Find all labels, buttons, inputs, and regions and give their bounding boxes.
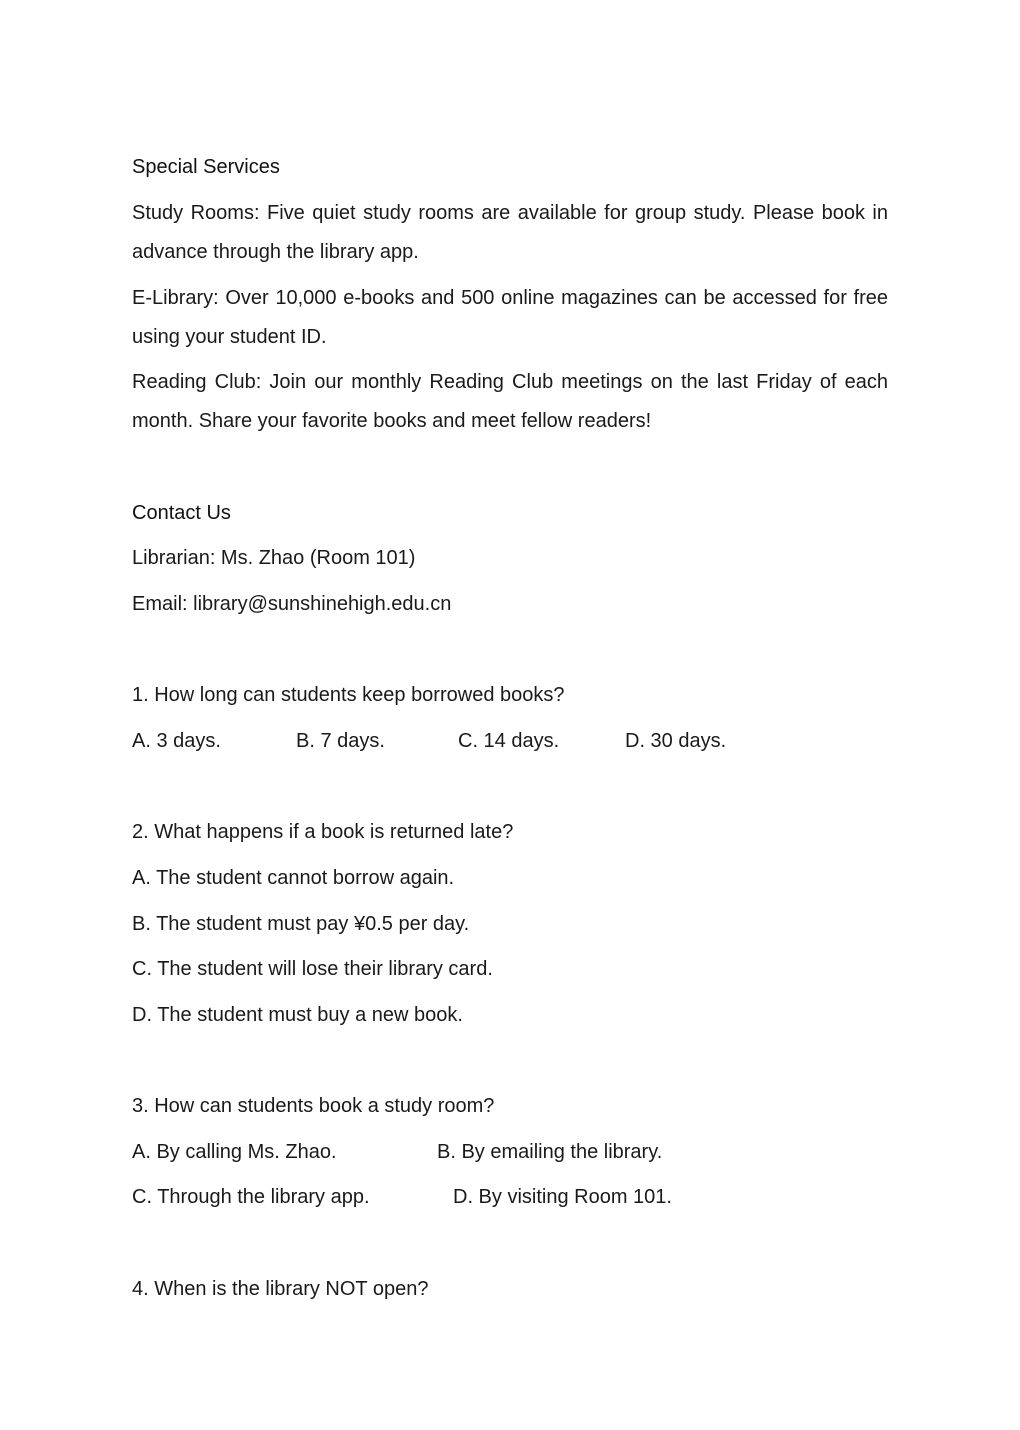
q1-option-a: A. 3 days. (132, 730, 221, 752)
q3-option-d: D. By visiting Room 101. (453, 1186, 672, 1208)
q1-option-c: C. 14 days. (458, 730, 560, 752)
librarian-line: Librarian: Ms. Zhao (Room 101) (132, 547, 416, 569)
q3-option-b: B. By emailing the library. (437, 1141, 663, 1163)
q3-option-c: C. Through the library app. (132, 1186, 370, 1208)
e-library-paragraph: E-Library: Over 10,000 e-books and 500 online magazines can be accessed for free using your student ID. (132, 287, 888, 348)
q3-option-a: A. By calling Ms. Zhao. (132, 1141, 337, 1163)
question-3: 3. How can students book a study room? (132, 1095, 495, 1117)
email-line: Email: library@sunshinehigh.edu.cn (132, 593, 452, 615)
special-services-heading: Special Services (132, 156, 280, 178)
q2-option-b: B. The student must pay ¥0.5 per day. (132, 913, 470, 935)
question-2: 2. What happens if a book is returned late? (132, 821, 514, 843)
q1-option-b: B. 7 days. (296, 730, 385, 752)
question-1: 1. How long can students keep borrowed books? (132, 684, 565, 706)
contact-heading: Contact Us (132, 502, 231, 524)
q2-option-a: A. The student cannot borrow again. (132, 867, 455, 889)
q1-option-d: D. 30 days. (625, 730, 727, 752)
question-4: 4. When is the library NOT open? (132, 1278, 429, 1300)
study-rooms-paragraph: Study Rooms: Five quiet study rooms are available for group study. Please book in advance through the library app. (132, 202, 888, 263)
reading-club-paragraph: Reading Club: Join our monthly Reading Club meetings on the last Friday of each month. Share your favorite books and meet fellow readers! (132, 371, 888, 432)
q2-option-c: C. The student will lose their library card. (132, 958, 493, 980)
q2-option-d: D. The student must buy a new book. (132, 1004, 463, 1026)
